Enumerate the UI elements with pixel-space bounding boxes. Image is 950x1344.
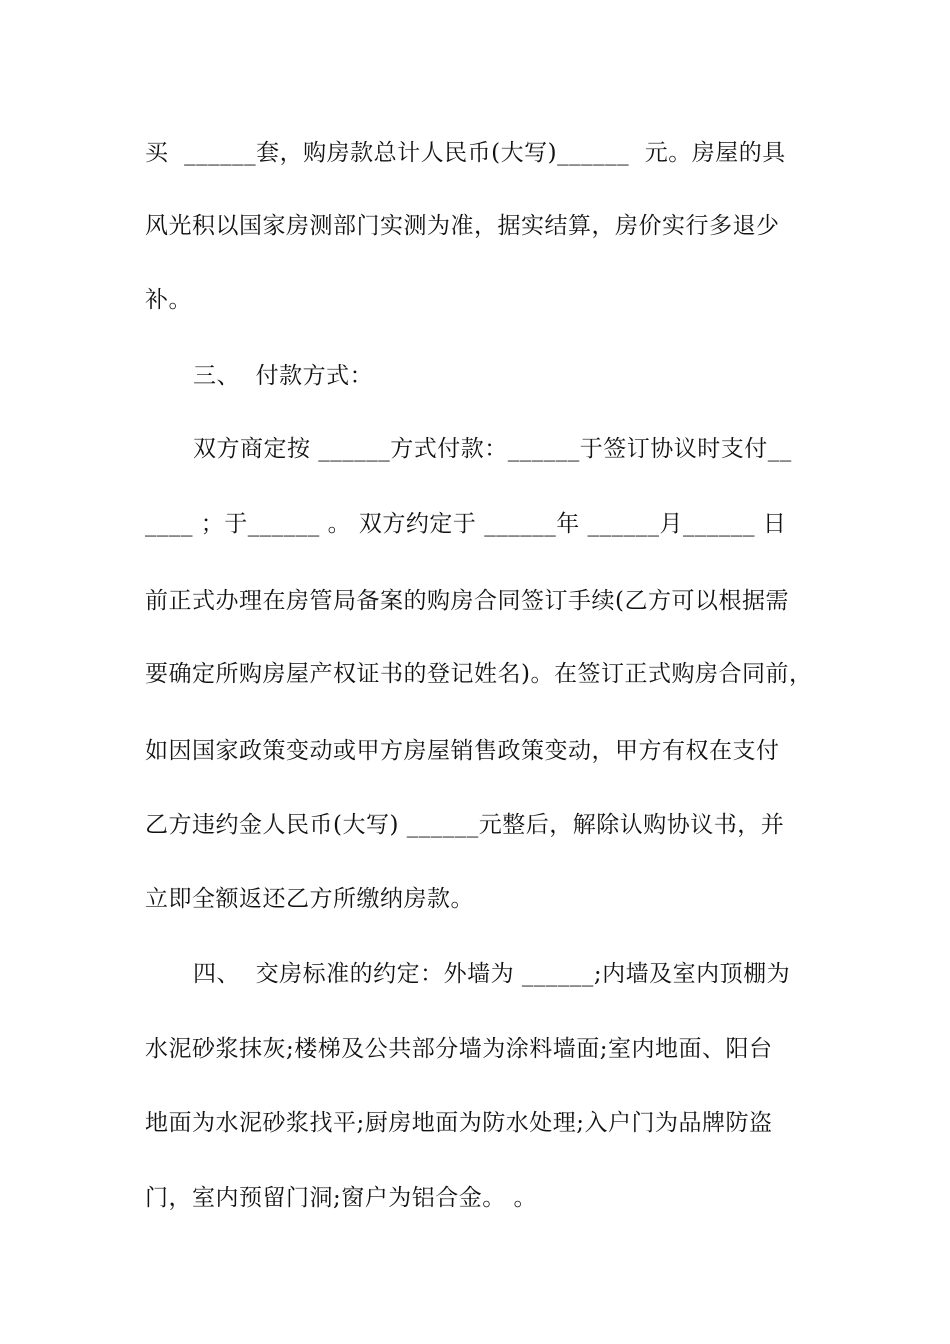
- body-line-15: 门，室内预留门洞;窗户为铝合金。 。: [145, 1185, 538, 1211]
- body-line-11: 立即全额返还乙方所缴纳房款。: [145, 886, 474, 912]
- body-line-14: 地面为水泥砂浆找平;厨房地面为防水处理;入户门为品牌防盗: [145, 1110, 773, 1136]
- body-line-8: 要确定所购房屋产权证书的登记姓名)。在签订正式购房合同前，: [145, 661, 813, 687]
- body-line-7: 前正式办理在房管局备案的购房合同签订手续(乙方可以根据需: [145, 588, 789, 614]
- section-heading-payment: 三、 付款方式：: [193, 363, 374, 389]
- body-line-9: 如因国家政策变动或甲方房屋销售政策变动，甲方有权在支付: [145, 738, 780, 764]
- body-line-10: 乙方违约金人民币(大写) ______元整后，解除认购协议书，并: [145, 812, 785, 838]
- body-line-2: 风光积以国家房测部门实测为准，据实结算，房价实行多退少: [145, 213, 780, 239]
- body-line-5: 双方商定按 ______方式付款：______于签订协议时支付__: [193, 436, 792, 462]
- section-heading-delivery: 四、 交房标准的约定：外墙为 ______;内墙及室内顶棚为: [193, 961, 791, 987]
- body-line-13: 水泥砂浆抹灰;楼梯及公共部分墙为涂料墙面;室内地面、阳台: [145, 1036, 773, 1062]
- body-line-3: 补。: [145, 287, 192, 313]
- body-line-1: 买 ______套，购房款总计人民币(大写)______ 元。房屋的具: [145, 140, 786, 166]
- body-line-6: ____ ；于______ 。 双方约定于 ______年 ______月______ 日: [145, 511, 787, 537]
